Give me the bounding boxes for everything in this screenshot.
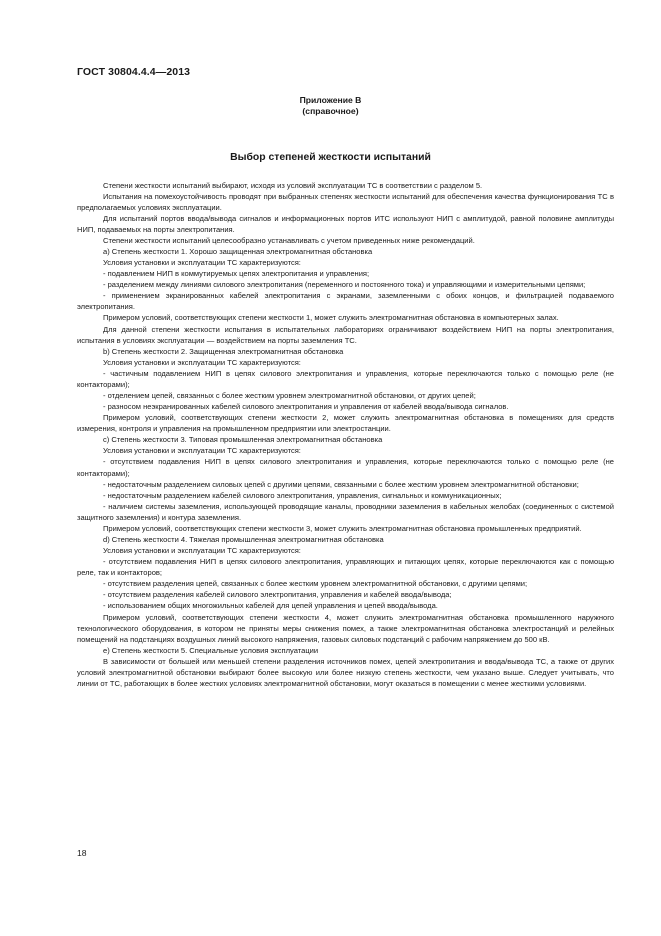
paragraph: Условия установки и эксплуатации ТС характеризуются: [103,546,301,556]
paragraph: - отделением цепей, связанных с более жестким уровнем электромагнитной обстановки, от других цепей; [103,390,476,400]
paragraph: Условия установки и эксплуатации ТС характеризуются: [103,258,301,268]
paragraph: b) Степень жесткости 2. Защищенная электромагнитная обстановка [103,346,344,356]
paragraph: е) Степень жесткости 5. Специальные условия эксплуатации [103,645,319,655]
paragraph: d) Степень жесткости 4. Тяжелая промышленная электромагнитная обстановка [103,535,384,544]
document-header: ГОСТ 30804.4.4—2013 [77,66,191,78]
paragraph: - наличием системы заземления, использующей проводящие каналы, проводники заземления в кабельных желобах (соединенных с системой защитного заземления) и контура заземления. [77,501,614,522]
paragraph: Примером условий, соответствующих степени жесткости 1, может служить электромагнитная обстановка в компьютерных залах. [103,313,559,323]
paragraph: - частичным подавлением НИП в цепях силового электропитания и управления, которые переключаются только с помощью реле (не контакторами); [77,368,614,389]
appendix-note: (справочное) [302,106,359,116]
paragraph: Примером условий, соответствующих степени жесткости 2, может служить электромагнитная обстановка в помещениях для средств измерения, контроля и управления на промышленном предприятии или электростанции. [77,413,614,434]
paragraph: - подавлением НИП в коммутируемых цепях электропитания и управления; [103,269,370,279]
paragraph: - недостаточным разделением кабелей силового электропитания, управления, сигнальных и коммуникационных; [103,490,502,500]
paragraph: а) Степень жесткости 1. Хорошо защищенная электромагнитная обстановка [103,246,373,256]
paragraph: Условия установки и эксплуатации ТС характеризуются: [103,446,301,456]
paragraph: Испытания на помехоустойчивость проводят при выбранных степенях жесткости испытаний для обеспечения качества функционирования ТС в предполагаемых условиях эксплуатации. [77,191,614,212]
paragraph: Для испытаний портов ввода/вывода сигналов и информационных портов ИТС используют НИП с амплитудой, равной половине амплитуды НИП, подаваемых на порты электропитания. [77,213,614,234]
section-title: Выбор степеней жесткости испытаний [230,152,431,163]
paragraph: Степени жесткости испытаний выбирают, исходя из условий эксплуатации ТС в соответствии с разделом 5. [103,180,483,190]
paragraph: - отсутствием разделения кабелей силового электропитания, управления и кабелей ввода/вывода; [103,590,452,600]
appendix-heading [0,95,661,117]
paragraph: - отсутствием разделения цепей, связанных с более жестким уровнем электромагнитной обстановки, с другими цепями; [103,579,528,589]
paragraph: - недостаточным разделением силовых цепей с другими цепями, связанными с более жестким уровнем электромагнитной обстановки; [103,479,579,489]
paragraph: Примером условий, соответствующих степени жесткости 4, может служить электромагнитная обстановка промышленного наружного технологического оборудования, в котором не приняты меры снижения помех, а также электромагнитная обстановка электростанций и релейных помещений на подстанциях воздушных линий высокого напряжения, газовых силовых подстанций с рабочим напряжением до 500 кВ. [77,612,614,644]
paragraph: - разносом неэкранированных кабелей силового электропитания и управления от кабелей ввода/вывода сигналов. [103,402,509,412]
paragraph: с) Степень жесткости 3. Типовая промышленная электромагнитная обстановка [103,435,383,445]
body-text [77,180,614,690]
paragraph: - отсутствием подавления НИП в цепях силового электропитания, управляющих и питающих цепях, которые переключаются как с помощью реле, так и контакторов; [77,557,614,578]
paragraph: - применением экранированных кабелей электропитания с экранами, заземленными с обоих концов, и фильтрацией подаваемого электропитания. [77,291,614,312]
paragraph: Степени жесткости испытаний целесообразно устанавливать с учетом приведенных ниже рекомендаций. [103,235,475,245]
paragraph: - разделением между линиями силового электропитания (переменного и постоянного тока) и управляющими и измерительными цепями; [103,280,586,290]
page-number: 18 [77,848,87,858]
paragraph: Условия установки и эксплуатации ТС характеризуются: [103,357,301,367]
paragraph: В зависимости от большей или меньшей степени разделения источников помех, цепей электропитания и ввода/вывода ТС, а также от других условий электромагнитной обстановки выбирают более высокую или более низкую степень жесткости, чем указано выше. Следует учитывать, что линии от ТС, работающих в более жестких условиях электромагнитной обстановки, могут оказаться в помещении с менее жесткими условиями. [77,656,614,689]
paragraph: - отсутствием подавления НИП в цепях силового электропитания и управления, которые переключаются только с помощью реле (не контакторами); [77,457,614,478]
paragraph: - использованием общих многожильных кабелей для цепей управления и цепей ввода/вывода. [103,601,438,611]
paragraph: Для данной степени жесткости испытания в испытательных лабораториях ограничивают воздействием НИП на порты электропитания, испытания в условиях эксплуатации — воздействием на порты заземления ТС. [77,324,614,345]
appendix-label: Приложение В [299,95,362,105]
paragraph: Примером условий, соответствующих степени жесткости 3, может служить электромагнитная обстановка промышленных предприятий. [103,523,582,533]
